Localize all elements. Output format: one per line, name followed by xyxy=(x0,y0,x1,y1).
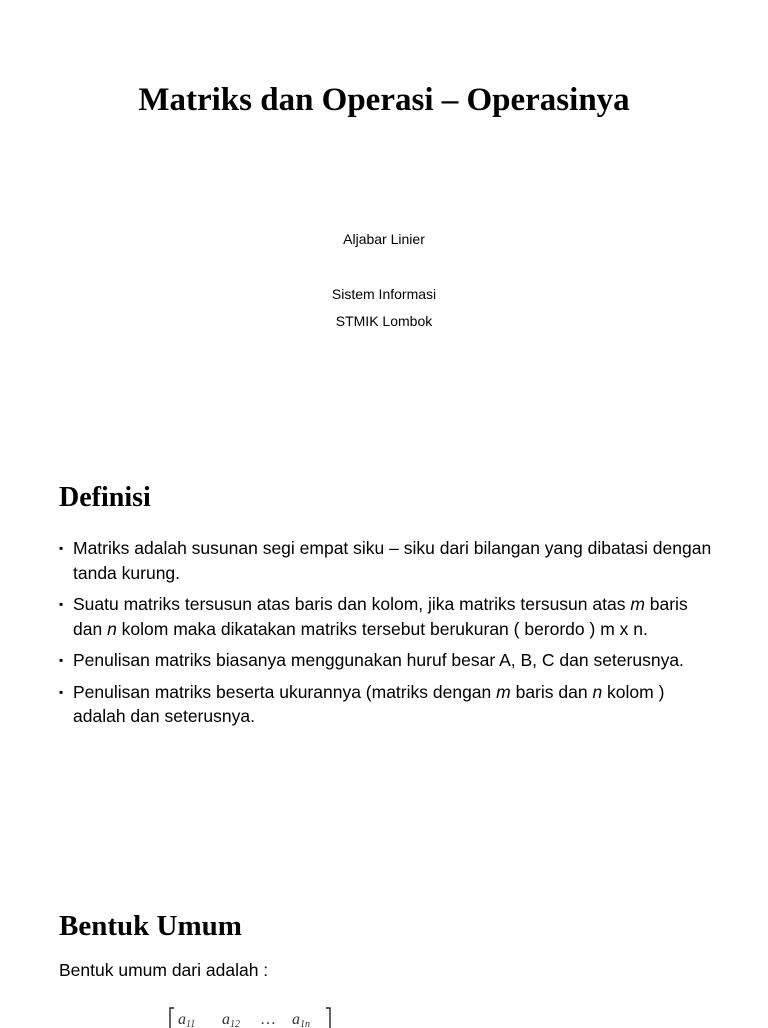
general-form-heading: Bentuk Umum xyxy=(59,910,242,942)
subtitle-course: Aljabar Linier xyxy=(343,231,425,247)
subtitle-institution: STMIK Lombok xyxy=(335,313,433,329)
bullet-item xyxy=(59,592,719,641)
slide-title: Matriks dan Operasi – Operasinya xyxy=(138,82,630,118)
bullet-item xyxy=(59,648,719,673)
right-bracket-icon xyxy=(326,1008,330,1028)
definition-bullet-list xyxy=(59,536,719,736)
square-bullet-icon: ▪ xyxy=(59,684,64,699)
bullet-text: kolom maka dikatakan matriks tersebut berukuran ( berordo ) m x n. xyxy=(116,618,648,639)
subtitle-program: Sistem Informasi xyxy=(331,286,437,302)
matrix-bracket-graphic xyxy=(168,1004,332,1028)
bullet-text: baris dan xyxy=(73,594,688,639)
bullet-italic-var: n xyxy=(107,618,117,639)
bullet-text: Penulisan matriks biasanya menggunakan huruf besar A, B, C dan seterusnya. xyxy=(73,650,684,670)
bullet-italic-var: m xyxy=(630,594,645,614)
square-bullet-icon: ▪ xyxy=(59,597,64,611)
bullet-item xyxy=(59,680,719,729)
matrix-entry-a1n: a1n xyxy=(292,1011,310,1028)
square-bullet-icon: ▪ xyxy=(59,653,64,667)
bullet-item xyxy=(59,536,719,585)
matrix-image xyxy=(168,1004,332,1028)
matrix-entry-a11: a11 xyxy=(178,1011,196,1028)
left-bracket-icon xyxy=(170,1008,174,1028)
bullet-italic-var: n xyxy=(592,681,603,702)
square-bullet-icon: ▪ xyxy=(59,541,64,555)
bullet-text: Penulisan matriks beserta ukurannya (matriks dengan xyxy=(73,681,497,702)
general-form-text: Bentuk umum dari adalah : xyxy=(59,960,269,980)
matrix-entry-a12: a12 xyxy=(222,1011,240,1028)
matrix-ellipsis: … xyxy=(260,1011,276,1028)
bullet-text: Matriks adalah susunan segi empat siku – siku dari bilangan yang dibatasi dengan tanda kurung. xyxy=(73,538,712,583)
bullet-italic-var: m xyxy=(496,681,511,702)
bullet-text: baris dan xyxy=(510,681,593,702)
definition-heading: Definisi xyxy=(59,482,151,513)
bullet-text: Suatu matriks tersusun atas baris dan kolom, jika matriks tersusun atas xyxy=(73,594,631,614)
bullet-text: kolom ) adalah dan seterusnya. xyxy=(73,681,665,726)
